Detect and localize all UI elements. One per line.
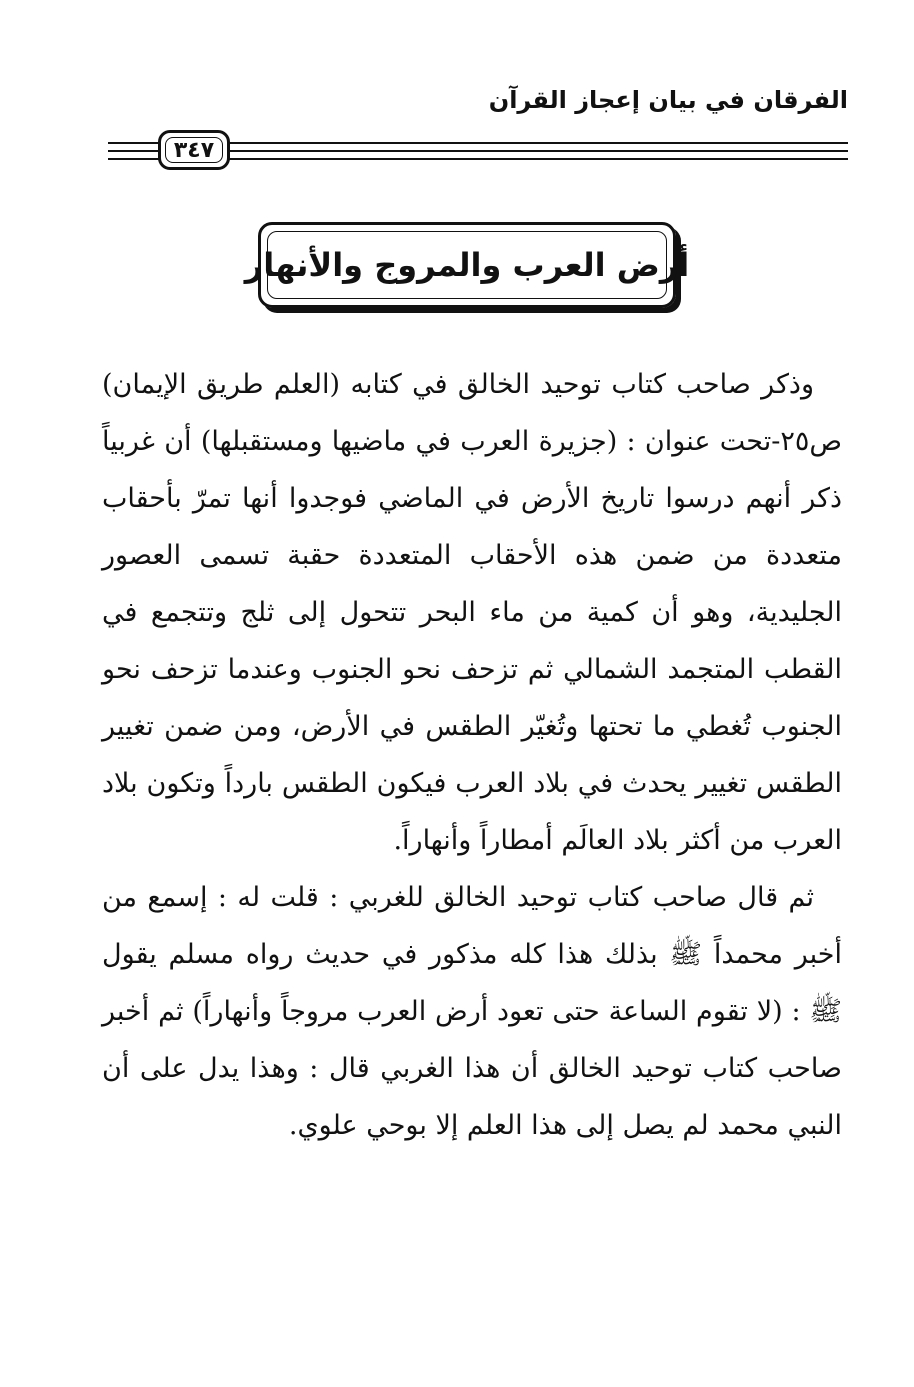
page-number-badge (158, 130, 230, 170)
header-rule (108, 130, 848, 172)
paragraph-2: ثم قال صاحب كتاب توحيد الخالق للغربي : قلت له : إسمع من أخبر محمداً ﷺ بذلك هذا كله مذكور في حديث رواه مسلم يقول ﷺ : (لا تقوم الساعة حتى تعود أرض العرب مروجاً وأنهاراً) ثم أخبر صاحب كتاب توحيد الخالق أن هذا الغربي قال : وهذا يدل على أن النبي محمد لم يصل إلى هذا العلم إلا بوحي علوي. (102, 882, 842, 1141)
paragraph-1: وذكر صاحب كتاب توحيد الخالق في كتابه (العلم طريق الإيمان) ص٢٥-تحت عنوان : (جزيرة العرب في ماضيها ومستقبلها) أن غربياً ذكر أنهم درسوا تاريخ الأرض في الماضي فوجدوا أنها تمرّ بأحقاب متعددة من ضمن هذه الأحقاب المتعددة حقبة تسمى العصور الجليدية، وهو أن كمية من ماء البحر تتحول إلى ثلج وتتجمع في القطب المتجمد الشمالي ثم تزحف نحو الجنوب وعندما تزحف نحو الجنوب تُغطي ما تحتها وتُغيّر الطقس في الأرض، ومن ضمن تغيير الطقس تغيير يحدث في بلاد العرب فيكون الطقس بارداً وتكون بلاد العرب من أكثر بلاد العالَم أمطاراً وأنهاراً. (102, 369, 842, 856)
chapter-title-frame (244, 222, 690, 308)
chapter-title-frame-inner (244, 231, 690, 299)
running-header-title: الفرقان في بيان إعجاز القرآن (488, 86, 848, 114)
chapter-title: أرض العرب والمروج والأنهار (244, 246, 690, 284)
body-text (102, 356, 842, 1154)
page-number: ٣٤٧ (173, 137, 215, 163)
